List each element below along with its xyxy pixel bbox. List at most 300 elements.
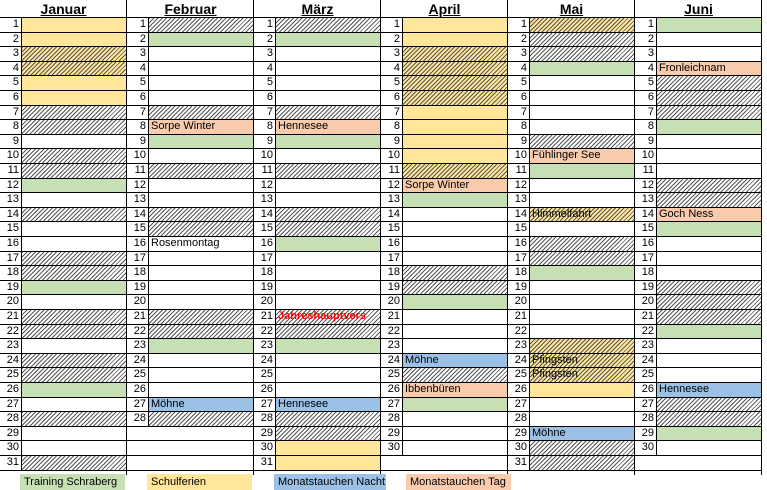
day-cell[interactable] [149,47,254,61]
day-number: 9 [508,135,530,149]
day-row [635,193,762,208]
day-row [508,295,635,310]
day-row [0,18,127,33]
day-row [381,427,508,442]
day-cell[interactable] [657,222,762,236]
day-cell[interactable] [657,368,762,382]
day-cell[interactable] [657,412,762,426]
day-cell[interactable] [657,325,762,339]
day-number: 11 [0,164,22,178]
day-number: 27 [508,398,530,412]
day-cell[interactable] [530,339,635,353]
day-number: 9 [381,135,403,149]
day-row [508,252,635,267]
day-cell[interactable] [657,18,762,32]
day-number: 26 [0,383,22,397]
day-cell[interactable] [276,91,381,105]
day-row [635,252,762,267]
day-cell[interactable] [276,47,381,61]
day-cell[interactable] [403,222,508,236]
day-cell[interactable] [657,310,762,324]
day-number: 3 [0,47,22,61]
day-row [508,179,635,194]
day-cell[interactable] [403,325,508,339]
day-cell[interactable] [403,33,508,47]
day-cell[interactable] [403,427,508,441]
day-cell[interactable] [403,237,508,251]
day-cell[interactable] [657,354,762,368]
day-cell[interactable] [276,310,381,324]
day-row [254,237,381,252]
day-cell[interactable] [22,281,127,295]
day-cell[interactable] [22,383,127,397]
day-row [0,339,127,354]
day-number: 19 [381,281,403,295]
day-row [508,18,635,33]
day-cell[interactable] [149,427,254,441]
day-cell[interactable] [657,135,762,149]
day-cell[interactable] [276,120,381,134]
day-number: 26 [508,383,530,397]
day-cell[interactable] [22,325,127,339]
day-number: 29 [508,427,530,441]
day-cell[interactable] [276,237,381,251]
day-row [508,325,635,340]
day-number: 18 [635,266,657,280]
day-number: 13 [508,193,530,207]
day-cell[interactable] [403,62,508,76]
day-cell[interactable] [530,164,635,178]
day-row [635,295,762,310]
day-cell[interactable] [276,222,381,236]
day-number: 12 [254,179,276,193]
day-row [0,179,127,194]
day-cell[interactable] [149,106,254,120]
day-cell[interactable] [657,208,762,222]
day-cell[interactable] [22,456,127,470]
day-cell[interactable] [22,76,127,90]
day-cell[interactable] [22,354,127,368]
day-cell[interactable] [276,135,381,149]
day-cell[interactable] [403,47,508,61]
day-cell[interactable] [403,383,508,397]
day-cell[interactable] [276,295,381,309]
day-row [0,325,127,340]
day-cell[interactable] [22,237,127,251]
day-cell[interactable] [657,295,762,309]
day-cell[interactable] [530,456,635,470]
day-cell[interactable] [403,76,508,90]
day-cell[interactable] [149,91,254,105]
day-cell[interactable] [530,266,635,280]
day-cell[interactable] [657,281,762,295]
day-cell[interactable] [22,18,127,32]
day-cell[interactable] [149,266,254,280]
day-cell[interactable] [403,18,508,32]
day-row [381,47,508,62]
day-row [127,310,254,325]
day-cell[interactable] [403,208,508,222]
day-row [0,281,127,296]
day-cell[interactable] [530,368,635,382]
day-cell[interactable] [403,135,508,149]
day-number: 8 [635,120,657,134]
day-cell[interactable] [657,193,762,207]
day-cell[interactable] [22,295,127,309]
day-number: 26 [635,383,657,397]
day-cell[interactable] [403,91,508,105]
day-number: 13 [381,193,403,207]
day-row [381,222,508,237]
month-header: Juni [635,0,762,18]
day-cell[interactable] [657,106,762,120]
day-cell[interactable] [149,295,254,309]
day-number: 12 [635,179,657,193]
day-number: 19 [254,281,276,295]
event-label: Ibbenbüren [405,383,461,395]
day-number: 17 [254,252,276,266]
day-cell[interactable] [149,164,254,178]
day-cell[interactable] [530,398,635,412]
day-cell[interactable] [657,398,762,412]
day-cell[interactable] [530,427,635,441]
day-cell[interactable] [403,164,508,178]
day-number: 18 [0,266,22,280]
day-cell[interactable] [657,252,762,266]
day-cell[interactable] [530,441,635,455]
day-cell[interactable] [149,281,254,295]
day-row [635,383,762,398]
day-cell[interactable] [657,383,762,397]
day-cell[interactable] [22,179,127,193]
day-cell[interactable] [276,106,381,120]
day-number [635,456,657,470]
day-number: 8 [127,120,149,134]
day-number: 2 [381,33,403,47]
day-cell[interactable] [530,412,635,426]
day-row [381,18,508,33]
day-row [635,398,762,413]
day-number: 25 [0,368,22,382]
day-cell[interactable] [276,149,381,163]
day-cell[interactable] [149,33,254,47]
day-number: 6 [0,91,22,105]
day-cell[interactable] [149,222,254,236]
day-cell[interactable] [657,47,762,61]
day-number: 21 [508,310,530,324]
day-cell[interactable] [530,383,635,397]
day-cell[interactable] [22,149,127,163]
day-number: 26 [127,383,149,397]
event-label: Jahreshauptvers [278,310,367,322]
day-row [0,62,127,77]
day-number: 28 [381,412,403,426]
day-cell[interactable] [403,310,508,324]
day-cell[interactable] [276,33,381,47]
day-cell[interactable] [149,179,254,193]
day-cell[interactable] [530,120,635,134]
day-cell[interactable] [22,441,127,455]
day-cell[interactable] [149,62,254,76]
day-cell[interactable] [530,295,635,309]
day-number: 11 [508,164,530,178]
event-label: Möhne [405,353,439,366]
day-row [127,281,254,296]
day-cell[interactable] [403,368,508,382]
day-number: 14 [635,208,657,222]
day-cell[interactable] [22,398,127,412]
day-cell[interactable] [22,193,127,207]
day-row [381,383,508,398]
day-cell[interactable] [22,33,127,47]
day-number: 17 [508,252,530,266]
day-number: 31 [508,456,530,470]
day-cell[interactable] [22,310,127,324]
day-number: 10 [127,149,149,163]
day-cell[interactable] [276,76,381,90]
day-cell[interactable] [149,368,254,382]
day-cell[interactable] [403,193,508,207]
day-cell[interactable] [149,76,254,90]
day-cell[interactable] [22,412,127,426]
day-cell[interactable] [403,281,508,295]
day-row [508,91,635,106]
day-row [508,339,635,354]
day-cell[interactable] [657,76,762,90]
day-number: 2 [635,33,657,47]
day-cell[interactable] [22,106,127,120]
day-cell[interactable] [276,164,381,178]
day-row [635,427,762,442]
day-cell[interactable] [149,354,254,368]
day-cell[interactable] [530,149,635,163]
day-cell[interactable] [276,354,381,368]
day-cell[interactable] [149,456,254,470]
day-number: 6 [635,91,657,105]
day-cell[interactable] [276,325,381,339]
day-cell[interactable] [657,33,762,47]
day-cell[interactable] [276,193,381,207]
day-cell[interactable] [276,383,381,397]
day-cell[interactable] [22,91,127,105]
day-cell[interactable] [530,252,635,266]
day-cell[interactable] [403,412,508,426]
day-row [508,135,635,150]
day-cell[interactable] [530,179,635,193]
day-cell[interactable] [149,412,254,426]
day-row [254,266,381,281]
event-label: Goch Ness [659,207,714,220]
day-number: 30 [635,441,657,455]
day-cell[interactable] [149,135,254,149]
day-cell[interactable] [149,208,254,222]
day-cell[interactable] [657,427,762,441]
day-cell[interactable] [149,120,254,134]
day-cell[interactable] [276,441,381,455]
day-cell[interactable] [657,164,762,178]
day-cell[interactable] [530,325,635,339]
day-cell[interactable] [403,106,508,120]
day-number: 5 [254,76,276,90]
day-cell[interactable] [657,120,762,134]
day-number: 2 [0,33,22,47]
day-row [127,295,254,310]
day-cell[interactable] [530,62,635,76]
day-row [254,354,381,369]
day-row [0,295,127,310]
day-cell[interactable] [276,339,381,353]
day-cell[interactable] [276,18,381,32]
day-cell[interactable] [276,412,381,426]
month-header: Februar [127,0,254,18]
day-cell[interactable] [149,237,254,251]
day-cell[interactable] [530,76,635,90]
day-cell[interactable] [530,310,635,324]
day-cell[interactable] [276,368,381,382]
day-cell[interactable] [403,441,508,455]
day-cell[interactable] [149,441,254,455]
day-row [508,222,635,237]
day-cell[interactable] [276,456,381,470]
day-cell[interactable] [657,456,762,470]
day-cell[interactable] [530,47,635,61]
day-cell[interactable] [276,252,381,266]
day-cell[interactable] [657,91,762,105]
day-row [508,427,635,442]
day-row [254,62,381,77]
day-cell[interactable] [149,252,254,266]
day-cell[interactable] [403,354,508,368]
day-cell[interactable] [530,33,635,47]
day-cell[interactable] [276,266,381,280]
day-cell[interactable] [149,193,254,207]
day-cell[interactable] [149,339,254,353]
day-cell[interactable] [403,266,508,280]
day-cell[interactable] [22,427,127,441]
day-number: 14 [0,208,22,222]
month-column-juni [635,0,762,490]
day-cell[interactable] [530,222,635,236]
day-cell[interactable] [657,62,762,76]
day-cell[interactable] [22,62,127,76]
day-number: 7 [635,106,657,120]
day-row [508,106,635,121]
day-number: 27 [0,398,22,412]
day-row [254,76,381,91]
event-label: Sorpe Winter [151,120,216,133]
day-number: 28 [0,412,22,426]
day-cell[interactable] [276,427,381,441]
day-row [0,47,127,62]
day-cell[interactable] [530,106,635,120]
day-cell[interactable] [276,208,381,222]
day-cell[interactable] [22,164,127,178]
day-cell[interactable] [657,441,762,455]
day-cell[interactable] [22,135,127,149]
day-row [127,383,254,398]
event-label: Himmelfahrt [532,207,592,220]
day-row [254,441,381,456]
day-cell[interactable] [657,149,762,163]
day-number: 9 [127,135,149,149]
day-number: 25 [381,368,403,382]
day-cell[interactable] [22,252,127,266]
day-cell[interactable] [149,325,254,339]
day-cell[interactable] [403,120,508,134]
day-cell[interactable] [149,310,254,324]
day-cell[interactable] [22,208,127,222]
day-number: 18 [381,266,403,280]
day-cell[interactable] [403,252,508,266]
day-row [127,237,254,252]
day-cell[interactable] [22,47,127,61]
day-row [635,135,762,150]
day-cell[interactable] [530,18,635,32]
day-cell[interactable] [403,339,508,353]
day-number: 21 [381,310,403,324]
day-cell[interactable] [22,339,127,353]
day-cell[interactable] [403,456,508,470]
day-number: 3 [254,47,276,61]
day-cell[interactable] [276,398,381,412]
day-cell[interactable] [657,266,762,280]
day-cell[interactable] [657,237,762,251]
day-number [127,456,149,470]
day-number: 4 [254,62,276,76]
day-row [635,368,762,383]
day-cell[interactable] [22,266,127,280]
day-cell[interactable] [403,179,508,193]
day-cell[interactable] [22,222,127,236]
day-number: 7 [0,106,22,120]
day-cell[interactable] [530,354,635,368]
day-number: 12 [127,179,149,193]
day-cell[interactable] [530,193,635,207]
day-cell[interactable] [22,120,127,134]
day-cell[interactable] [149,398,254,412]
day-cell[interactable] [530,208,635,222]
day-cell[interactable] [149,149,254,163]
day-cell[interactable] [276,281,381,295]
day-row [635,354,762,369]
day-cell[interactable] [657,179,762,193]
day-cell[interactable] [403,149,508,163]
day-number: 18 [508,266,530,280]
day-cell[interactable] [657,339,762,353]
day-row [635,339,762,354]
day-cell[interactable] [149,18,254,32]
day-cell[interactable] [403,295,508,309]
day-cell[interactable] [276,179,381,193]
day-cell[interactable] [530,91,635,105]
day-row [508,149,635,164]
day-number: 21 [254,310,276,324]
day-row [508,456,635,471]
day-number: 8 [254,120,276,134]
day-number: 29 [381,427,403,441]
day-cell[interactable] [403,398,508,412]
day-cell[interactable] [530,237,635,251]
day-cell[interactable] [530,281,635,295]
day-cell[interactable] [530,135,635,149]
day-number: 27 [635,398,657,412]
day-cell[interactable] [22,368,127,382]
day-cell[interactable] [276,62,381,76]
day-cell[interactable] [149,383,254,397]
day-row [0,135,127,150]
legend-ferien: Schulferien [147,474,252,490]
day-row [635,441,762,456]
